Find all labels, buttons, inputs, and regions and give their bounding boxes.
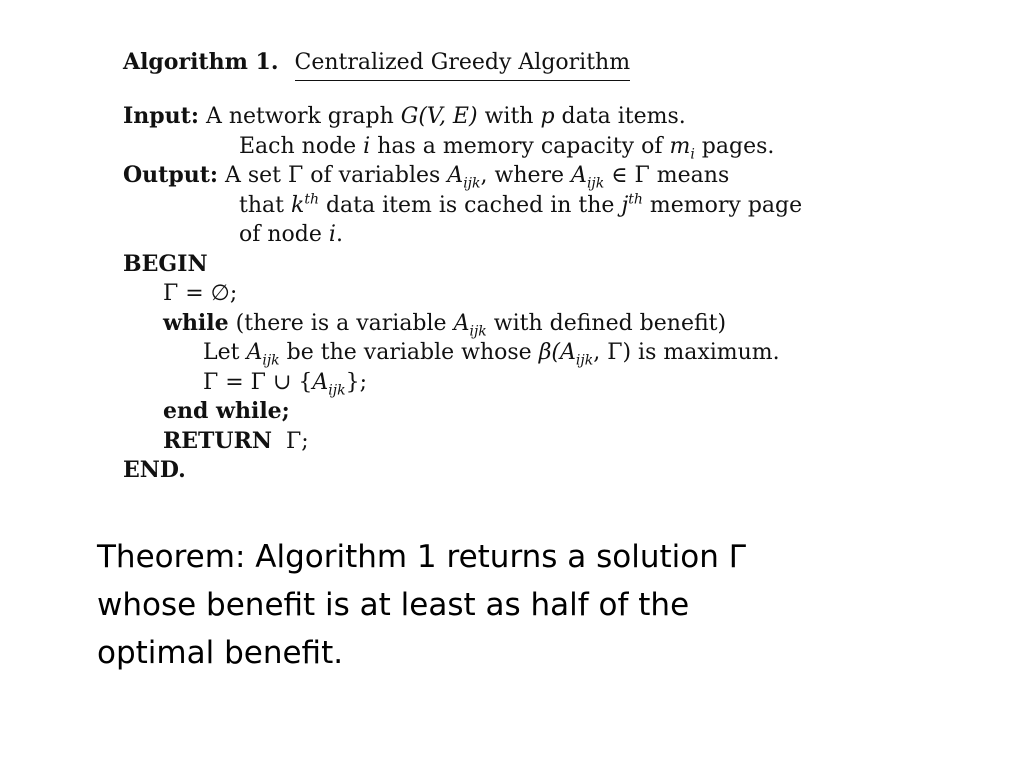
init-statement: Γ = ∅; <box>163 281 238 306</box>
input-line-2 <box>123 132 963 162</box>
algorithm-box <box>123 44 963 486</box>
output-math-sub: ijk <box>463 175 481 192</box>
let-math-a: A <box>560 340 576 365</box>
input-text: has a memory capacity of <box>370 133 670 159</box>
input-text: with <box>477 104 541 129</box>
theorem-line-1: Theorem: Algorithm 1 returns a solution Γ <box>97 539 747 575</box>
output-math-a: A <box>447 163 464 188</box>
input-math-graph: G(V, E) <box>400 104 478 129</box>
let-math-sub: ijk <box>575 352 594 369</box>
union-line <box>123 368 963 398</box>
input-math-i: i <box>363 133 371 159</box>
output-line-1 <box>123 161 963 191</box>
let-math-beta: β( <box>538 340 560 365</box>
output-text: memory page <box>642 192 803 218</box>
input-math-m: m <box>669 133 691 159</box>
output-math-j: j <box>621 192 629 218</box>
union-text: }; <box>345 369 367 395</box>
input-text: data items. <box>554 104 686 129</box>
output-text: , where <box>480 163 572 188</box>
output-math-sup: th <box>304 191 319 208</box>
return-value: Γ; <box>272 428 309 454</box>
return-line <box>123 427 963 457</box>
theorem-line-2: whose benefit is at least as half of the <box>97 587 690 623</box>
theorem-text <box>97 533 937 677</box>
output-math-i: i <box>328 222 336 247</box>
let-math-sub: ijk <box>262 352 280 369</box>
output-math-k: k <box>290 192 305 218</box>
end-keyword: END. <box>123 457 186 483</box>
input-text: A network graph <box>205 104 401 129</box>
theorem-line-3: optimal benefit. <box>97 635 344 671</box>
while-keyword: while <box>163 309 229 336</box>
output-text: data item is cached in the <box>318 192 622 218</box>
union-math-a: A <box>312 369 329 395</box>
output-math-a: A <box>571 163 587 188</box>
end-while-keyword: end while; <box>163 398 290 424</box>
output-label: Output: <box>123 162 218 188</box>
input-math-p: p <box>540 104 555 129</box>
input-math-sub: i <box>690 145 695 162</box>
let-math-a: A <box>246 340 263 365</box>
let-math-gamma: , Γ) <box>593 340 632 365</box>
begin-keyword: BEGIN <box>123 250 208 277</box>
let-line <box>123 338 963 368</box>
input-label: Input: <box>123 103 199 129</box>
output-text: A set Γ of variables <box>224 163 448 188</box>
let-text: be the variable whose <box>279 340 539 365</box>
output-text: ∈ Γ means <box>604 163 730 188</box>
union-math-sub: ijk <box>328 381 346 398</box>
output-text: that <box>239 192 291 218</box>
algorithm-title-row <box>123 44 963 82</box>
let-text: is maximum. <box>631 340 780 365</box>
while-text: (there is a variable <box>228 310 454 336</box>
while-text: with defined benefit) <box>486 310 727 336</box>
while-line <box>123 309 963 339</box>
return-keyword: RETURN <box>163 427 273 454</box>
input-line-1 <box>123 102 963 132</box>
output-line-2 <box>123 191 963 221</box>
output-line-3 <box>123 220 963 250</box>
while-math-sub: ijk <box>469 322 487 339</box>
input-text: Each node <box>239 133 364 159</box>
output-math-sup: th <box>628 191 643 208</box>
algorithm-name: Centralized Greedy Algorithm <box>295 48 631 81</box>
algorithm-label: Algorithm 1. <box>123 49 279 75</box>
output-text: of node <box>239 222 329 247</box>
output-math-sub: ijk <box>586 175 605 192</box>
output-text: . <box>335 222 343 247</box>
let-text: Let <box>203 340 247 365</box>
while-math-a: A <box>453 310 470 336</box>
input-text: pages. <box>694 133 775 159</box>
union-text: Γ = Γ ∪ { <box>203 369 313 395</box>
